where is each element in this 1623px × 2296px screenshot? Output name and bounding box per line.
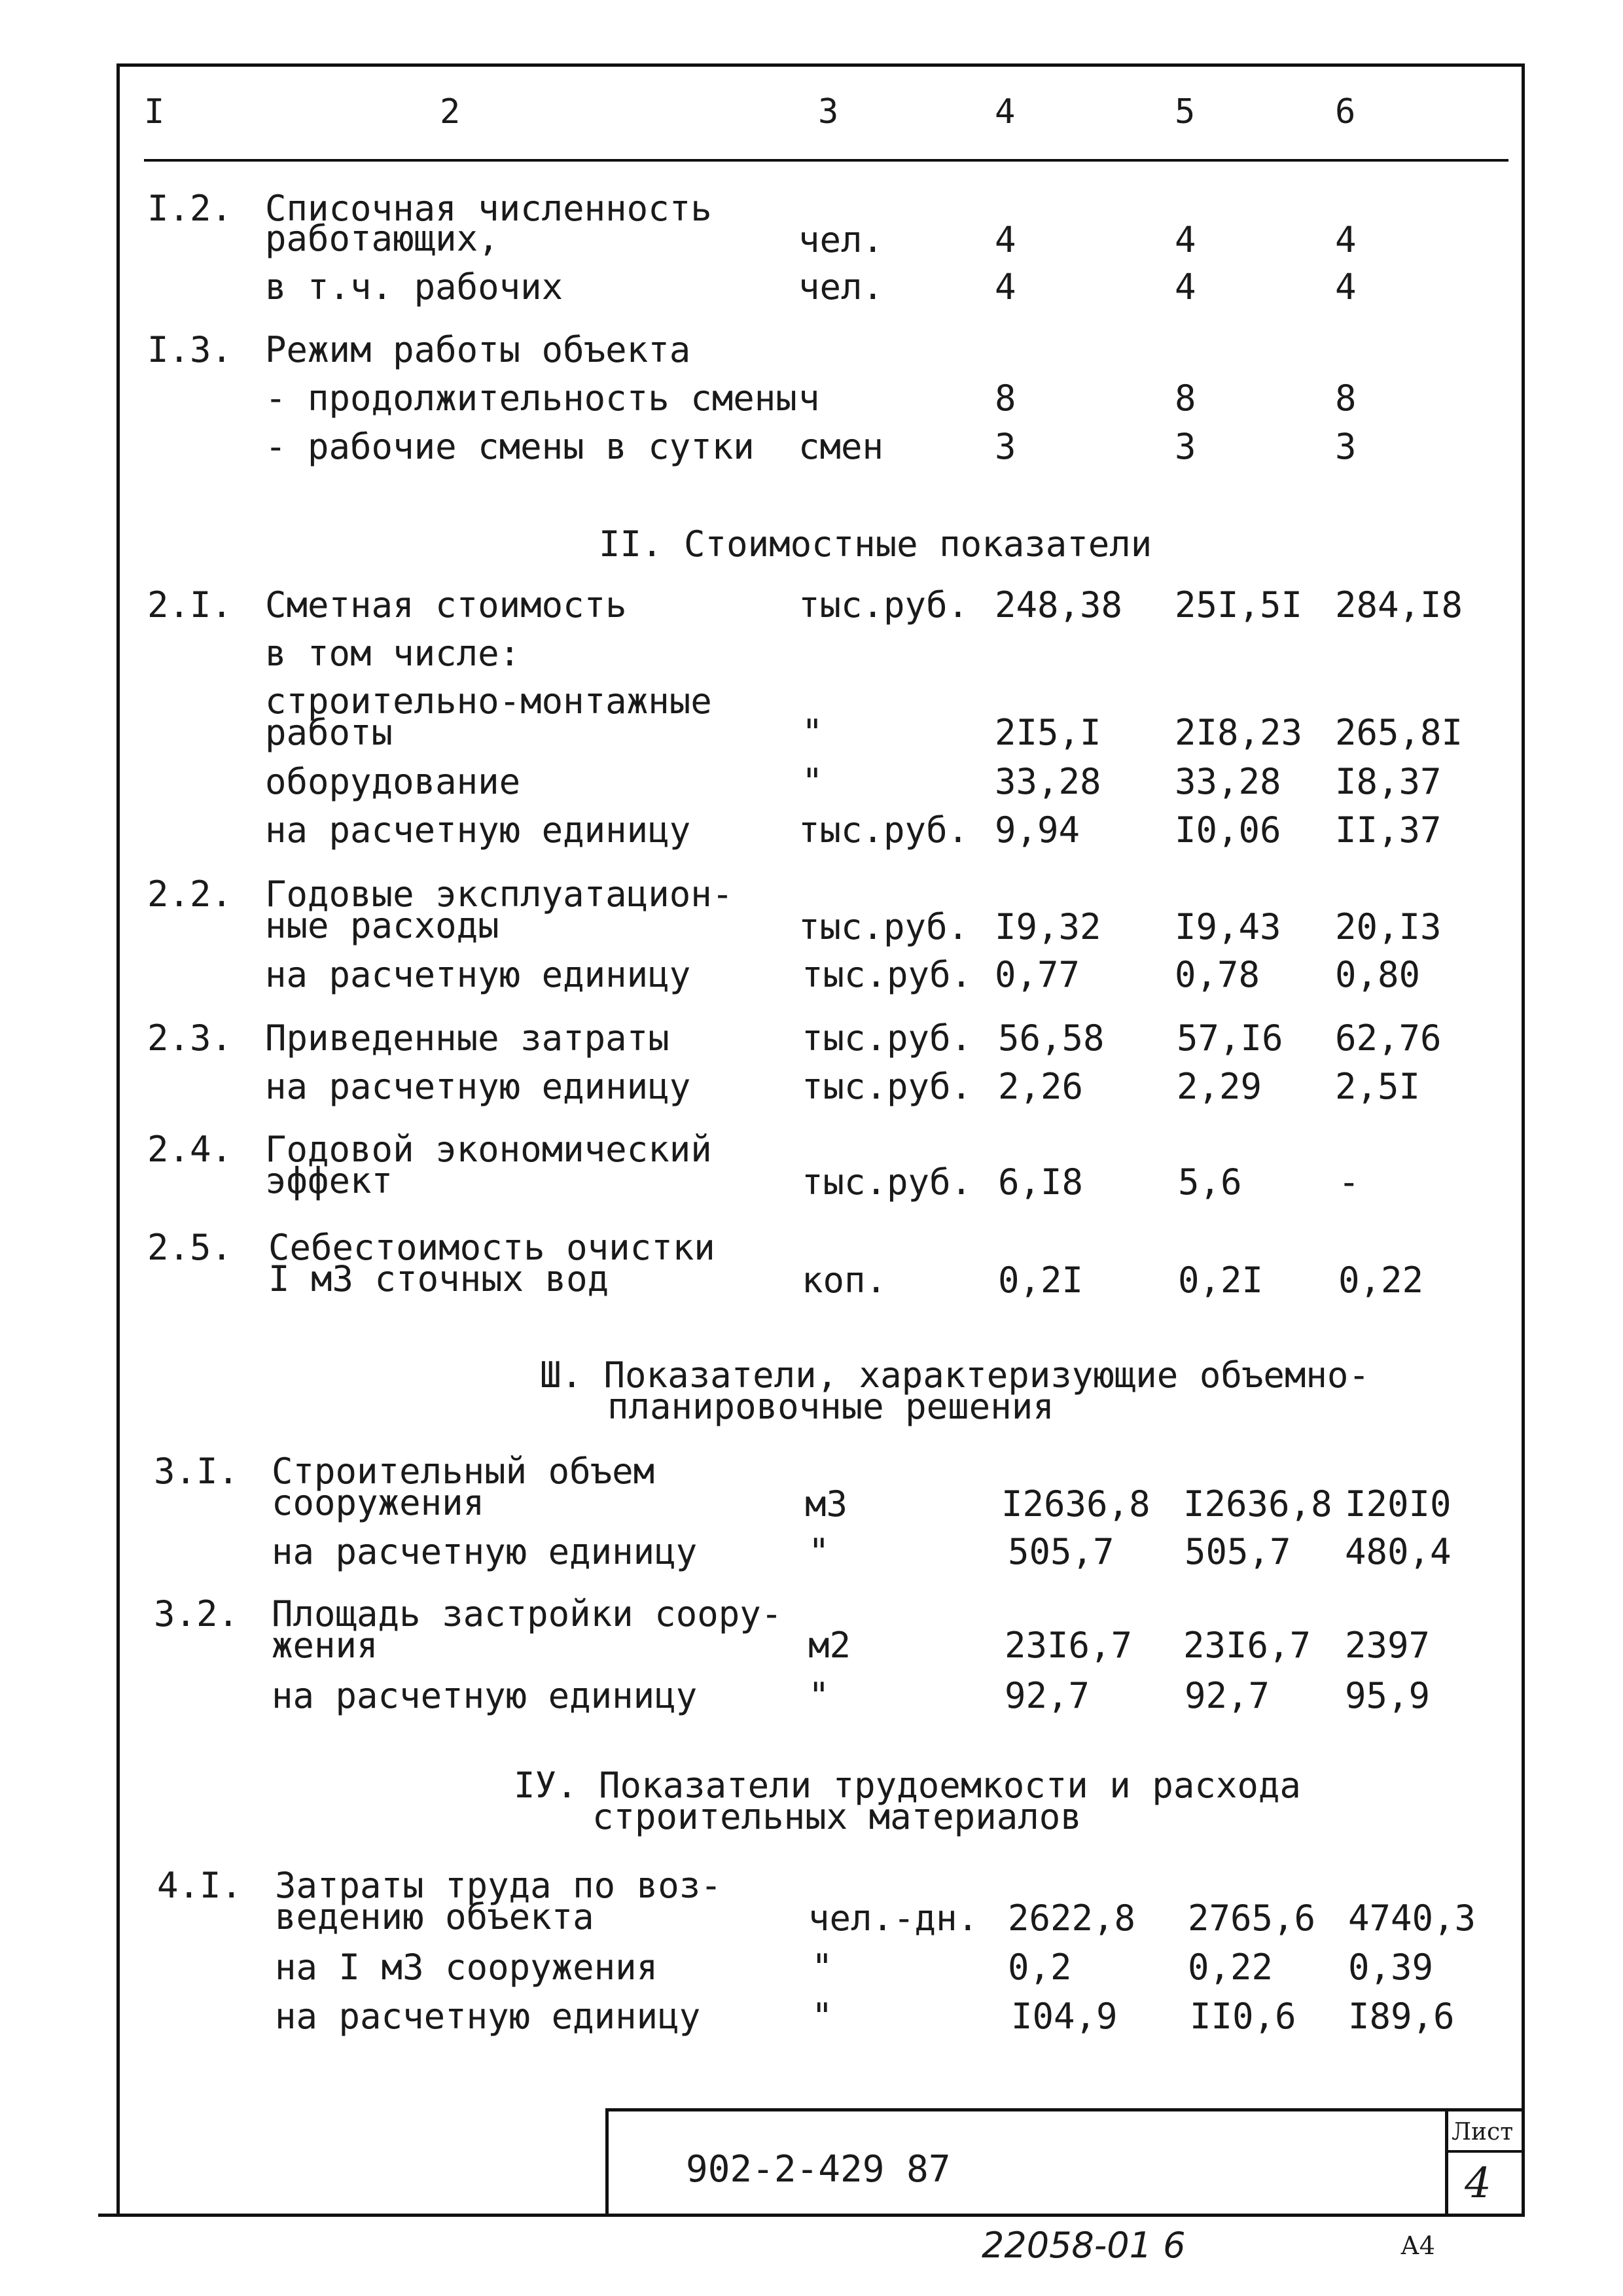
row-value-4: 0,2I xyxy=(998,1260,1084,1301)
row-value-4: 33,28 xyxy=(995,761,1101,802)
row-value-4: 56,58 xyxy=(998,1017,1105,1059)
row-unit: тыс.руб. xyxy=(802,1066,972,1107)
row-value-6: 4740,3 xyxy=(1348,1898,1476,1939)
row-label-cont: работы xyxy=(265,712,393,753)
row-value-6: I8,37 xyxy=(1335,761,1442,802)
row-value-4: 0,2 xyxy=(1008,1947,1072,1988)
row-unit: тыс.руб. xyxy=(798,906,969,947)
column-header-3: 3 xyxy=(818,92,839,132)
row-value-4: I9,32 xyxy=(995,906,1101,947)
row-label: Сметная стоимость xyxy=(265,584,627,626)
frame-top-border xyxy=(116,63,1525,67)
row-label: на I м3 сооружения xyxy=(275,1947,658,1988)
row-label: на расчетную единицу xyxy=(272,1531,698,1572)
row-label: Режим работы объекта xyxy=(265,329,691,370)
row-value-6: 2,5I xyxy=(1335,1066,1421,1107)
row-value-4: I04,9 xyxy=(1011,1996,1118,2037)
row-value-4: 248,38 xyxy=(995,584,1123,626)
row-label: оборудование xyxy=(265,761,521,802)
row-unit: тыс.руб. xyxy=(798,809,969,851)
row-value-5: 57,I6 xyxy=(1177,1017,1283,1059)
row-number: 2.3. xyxy=(147,1017,233,1059)
column-header-1: I xyxy=(144,92,165,132)
row-value-6: 265,8I xyxy=(1335,712,1463,753)
row-value-4: 0,77 xyxy=(995,954,1080,995)
row-label: на расчетную единицу xyxy=(272,1675,698,1716)
sheet-cell-divider xyxy=(1445,2150,1525,2153)
row-value-5: 0,78 xyxy=(1175,954,1260,995)
frame-right-border xyxy=(1522,63,1525,2215)
row-number: 3.I. xyxy=(154,1451,240,1492)
row-label-cont: эффект xyxy=(265,1160,393,1201)
row-number: I.3. xyxy=(147,329,233,370)
sheet-number: 4 xyxy=(1465,2159,1491,2208)
row-value-6: 0,39 xyxy=(1348,1947,1434,1988)
row-value-5: I2636,8 xyxy=(1183,1483,1332,1525)
row-unit: чел. xyxy=(798,266,884,308)
row-value-4: 3 xyxy=(995,426,1016,467)
row-label-cont: ведению объекта xyxy=(275,1896,594,1937)
row-label: на расчетную единицу xyxy=(265,1066,691,1107)
row-label-cont: работающих, xyxy=(265,218,499,259)
row-unit: " xyxy=(802,761,823,802)
row-label: - рабочие смены в сутки xyxy=(265,426,755,467)
row-value-5: 2I8,23 xyxy=(1175,712,1303,753)
row-label: Строительный объем xyxy=(272,1451,655,1492)
header-rule xyxy=(144,159,1508,162)
row-value-6: 8 xyxy=(1335,378,1357,419)
row-value-6: 0,22 xyxy=(1338,1260,1424,1301)
row-number: 4.I. xyxy=(157,1865,243,1906)
row-unit: м3 xyxy=(805,1483,848,1525)
row-label-cont: жения xyxy=(272,1625,378,1666)
row-value-4: 9,94 xyxy=(995,809,1080,851)
row-value-4: 4 xyxy=(995,219,1016,260)
row-unit: тыс.руб. xyxy=(802,1161,972,1203)
row-number: 2.5. xyxy=(147,1227,233,1268)
row-unit: м2 xyxy=(808,1625,851,1666)
row-unit: " xyxy=(808,1531,830,1572)
row-value-4: 505,7 xyxy=(1008,1531,1115,1572)
sheet-label: Лист xyxy=(1452,2119,1514,2146)
row-value-5: 92,7 xyxy=(1185,1675,1270,1716)
row-unit: тыс.руб. xyxy=(802,1017,972,1059)
row-value-5: I9,43 xyxy=(1175,906,1281,947)
row-value-4: 2622,8 xyxy=(1008,1898,1136,1939)
row-unit: чел. xyxy=(798,219,884,260)
row-label: Приведенные затраты xyxy=(265,1017,669,1059)
row-value-6: 62,76 xyxy=(1335,1017,1442,1059)
row-label: на расчетную единицу xyxy=(265,954,691,995)
row-label: Годовые эксплуатацион- xyxy=(265,874,734,915)
row-value-6: II,37 xyxy=(1335,809,1442,851)
row-value-6: 2397 xyxy=(1345,1625,1431,1666)
row-label-cont: I м3 сточных вод xyxy=(268,1258,609,1299)
row-value-4: 92,7 xyxy=(1005,1675,1090,1716)
row-value-5: 4 xyxy=(1175,219,1196,260)
section-title: Ш. Показатели, характеризующие объемно- xyxy=(540,1354,1370,1396)
row-unit: " xyxy=(812,1996,833,2037)
row-number: 2.4. xyxy=(147,1129,233,1170)
row-value-5: 0,2I xyxy=(1178,1260,1264,1301)
row-value-5: 2765,6 xyxy=(1188,1898,1316,1939)
row-label: строительно-монтажные xyxy=(265,680,712,722)
row-number: I.2. xyxy=(147,188,233,229)
title-block-divider xyxy=(1445,2108,1448,2216)
row-label: Площадь застройки соору- xyxy=(272,1593,783,1634)
row-value-5: 25I,5I xyxy=(1175,584,1303,626)
row-unit: " xyxy=(812,1947,833,1988)
row-number: 2.I. xyxy=(147,584,233,626)
row-value-5: 4 xyxy=(1175,266,1196,308)
row-label: Себестоимость очистки xyxy=(268,1227,715,1268)
row-number: 3.2. xyxy=(154,1593,240,1634)
row-unit: ч xyxy=(798,378,820,419)
row-unit: коп. xyxy=(802,1260,887,1301)
row-unit: тыс.руб. xyxy=(798,584,969,626)
row-unit: чел.-дн. xyxy=(808,1898,979,1939)
row-value-6: 480,4 xyxy=(1345,1531,1452,1572)
section-title: II. Стоимостные показатели xyxy=(599,523,1152,565)
row-value-5: 5,6 xyxy=(1178,1161,1242,1203)
row-unit: " xyxy=(802,712,823,753)
row-label-cont: ные расходы xyxy=(265,905,499,946)
row-label: на расчетную единицу xyxy=(265,809,691,851)
row-value-4: 6,I8 xyxy=(998,1161,1084,1203)
row-value-5: II0,6 xyxy=(1190,1996,1296,2037)
row-value-6: 284,I8 xyxy=(1335,584,1463,626)
row-value-5: 33,28 xyxy=(1175,761,1281,802)
row-label: - продолжительность смены xyxy=(265,378,797,419)
handwritten-inventory-number: 22058-01 6 xyxy=(982,2225,1186,2266)
row-value-6: 20,I3 xyxy=(1335,906,1442,947)
row-label: Затраты труда по воз- xyxy=(275,1865,722,1906)
section-title-cont: планировочные решения xyxy=(607,1386,1054,1427)
row-value-4: I2636,8 xyxy=(1001,1483,1150,1525)
row-value-4: 23I6,7 xyxy=(1005,1625,1133,1666)
row-value-5: 3 xyxy=(1175,426,1196,467)
row-value-6: - xyxy=(1338,1161,1360,1203)
row-value-6: 4 xyxy=(1335,266,1357,308)
row-value-5: 0,22 xyxy=(1188,1947,1274,1988)
row-unit: " xyxy=(808,1675,830,1716)
row-unit: тыс.руб. xyxy=(802,954,972,995)
row-value-6: I89,6 xyxy=(1348,1996,1455,2037)
row-label: Списочная численность xyxy=(265,188,712,229)
row-value-5: I0,06 xyxy=(1175,809,1281,851)
section-title-cont: строительных материалов xyxy=(592,1796,1082,1837)
row-label: на расчетную единицу xyxy=(275,1996,701,2037)
frame-left-border xyxy=(116,63,120,2215)
row-label: в т.ч. рабочих xyxy=(265,266,563,308)
row-value-5: 2,29 xyxy=(1177,1066,1262,1107)
section-title: IУ. Показатели трудоемкости и расхода xyxy=(514,1765,1301,1806)
column-header-5: 5 xyxy=(1175,92,1196,132)
row-value-6: I20I0 xyxy=(1345,1483,1452,1525)
document-code: 902-2-429 87 xyxy=(686,2148,951,2191)
row-value-6: 95,9 xyxy=(1345,1675,1431,1716)
column-header-6: 6 xyxy=(1335,92,1356,132)
row-value-4: 2,26 xyxy=(998,1066,1084,1107)
row-value-5: 505,7 xyxy=(1185,1531,1291,1572)
row-value-4: 8 xyxy=(995,378,1016,419)
row-label: Годовой экономический xyxy=(265,1129,712,1170)
row-value-6: 4 xyxy=(1335,219,1357,260)
row-value-6: 3 xyxy=(1335,426,1357,467)
row-number: 2.2. xyxy=(147,874,233,915)
column-header-4: 4 xyxy=(995,92,1016,132)
row-label: в том числе: xyxy=(265,633,521,674)
row-unit: смен xyxy=(798,426,884,467)
row-label-cont: сооружения xyxy=(272,1482,485,1523)
row-value-4: 4 xyxy=(995,266,1016,308)
paper-format: А4 xyxy=(1400,2231,1435,2260)
column-header-2: 2 xyxy=(440,92,461,132)
row-value-5: 23I6,7 xyxy=(1183,1625,1311,1666)
row-value-4: 2I5,I xyxy=(995,712,1101,753)
row-value-5: 8 xyxy=(1175,378,1196,419)
row-value-6: 0,80 xyxy=(1335,954,1421,995)
